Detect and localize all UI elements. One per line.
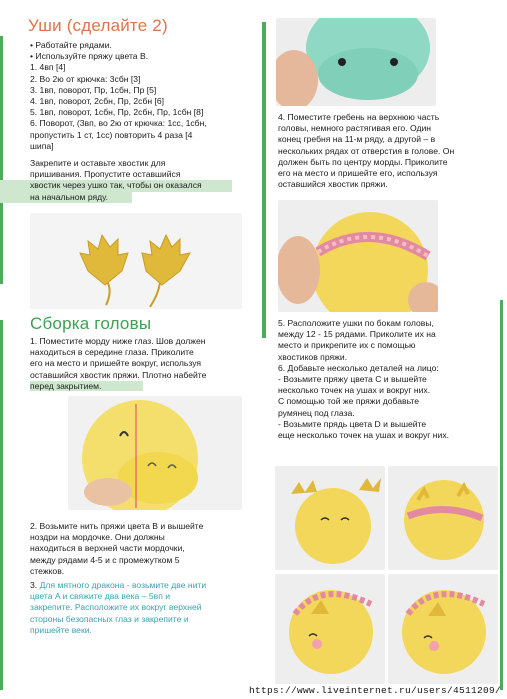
crest-top-image <box>388 466 498 570</box>
ears-line: • Используйте пряжу цвета B. <box>30 51 149 62</box>
step5-6-text: 5. Расположите ушки по бокам головы, между 12 - 15 рядами. Приколите их на место и прикрепите их с помощью хвостиков пряжи. 6. Добавьте несколько деталей на лицо: - Возьмите пряжу цвета C и вышейте несколько точек на ушах и вокруг них. С помощью той же пряжи добавьте румянец под глаза. - Возьмите прядь цвета D и вышейте еще несколько точек на ушах и вокруг них. <box>278 318 450 441</box>
ears-line: • Работайте рядами. <box>30 40 112 50</box>
head-step3: 3. Для мятного дракона - возьмите две нити цвета A и свяжите два века – 5вп и закрепите. Расположите их вокруг верхней стороны безопасных глаз и закрепите и пришейте веки. <box>30 580 207 635</box>
step4-text: 4. Поместите гребень на верхнюю часть головы, немного растягивая его. Один конец гребня на 11-м ряду, а другой – в нескольких рядах от отверстия в голове. Он должен быть по центру морды. Приколите его на место и пришейте его, используя оставшийся хвостик пряжи. <box>278 112 455 190</box>
ears-placed-image <box>275 466 385 570</box>
head-assembly-section-title: Сборка головы <box>30 314 152 333</box>
ears-section-title: Уши (сделайте 2) <box>28 16 168 35</box>
ears-line: 3. 1вп, поворот, Пр, 1сбн, Пр [5] <box>30 84 157 95</box>
face-details-photo-2 <box>388 574 498 684</box>
finish-line: Закрепите и оставьте хвостик для <box>30 158 166 168</box>
ears-line: шипа] <box>30 140 54 151</box>
finish-line-highlighted: хвостик через ушко так, чтобы он оказался <box>0 180 232 191</box>
ears-line: 6. Поворот, (3вп, во 2ю от крючка: 1сс, 1сбн, <box>30 118 207 129</box>
face-details-image-2 <box>388 574 498 684</box>
head-step2: 2. Возьмите нить пряжи цвета B и вышейте ноздри на мордочке. Они должны находиться в верхней части мордочки, между рядами 4-5 и с промежутком 5 стежков. <box>30 521 204 576</box>
crochet-ears-image <box>30 213 242 309</box>
face-details-image-1 <box>275 574 385 684</box>
ears-line: пропустить 1 ст, 1сс) повторить 4 раза [4 <box>30 129 193 140</box>
crochet-head-image <box>68 396 242 510</box>
face-details-photo-1 <box>275 574 385 684</box>
mint-dragon-head-image <box>276 18 436 106</box>
crest-pinning-photo <box>278 200 438 312</box>
finish-line: пришивания. Пропустите оставшийся <box>30 169 181 180</box>
ears-finish-note <box>0 158 258 203</box>
ears-photo <box>30 213 242 309</box>
center-accent-bar-top <box>262 22 266 338</box>
ears-line: 5. 1вп, поворот, 1сбн, Пр, 2сбн, Пр, 1сбн [8] <box>30 107 204 118</box>
crest-top-photo <box>388 466 498 570</box>
ears-line: 2. Во 2ю от крючка: 3сбн [3] <box>30 73 141 84</box>
right-accent-bar <box>500 300 503 690</box>
source-url: https://www.liveinternet.ru/users/4511209/ <box>248 685 501 696</box>
left-bottom-accent-bar <box>0 320 3 690</box>
mint-head-photo <box>276 18 436 106</box>
ears-placed-photo <box>275 466 385 570</box>
head-step1: 1. Поместите морду ниже глаз. Шов должен находиться в середине глаза. Приколите его на место и пришейте вокруг, используя оставшийся хвостик пряжи. Плотно набейте перед закрытием. <box>30 336 207 391</box>
finish-line-highlighted: на начальном ряду. <box>0 192 132 203</box>
head-muzzle-photo <box>68 396 242 510</box>
ears-instructions <box>30 40 207 152</box>
ears-line: 4. 1вп, поворот, 2сбн, Пр, 2сбн [6] <box>30 96 165 107</box>
crest-pinning-image <box>278 200 438 312</box>
ears-line: 1. 4вп [4] <box>30 62 66 73</box>
